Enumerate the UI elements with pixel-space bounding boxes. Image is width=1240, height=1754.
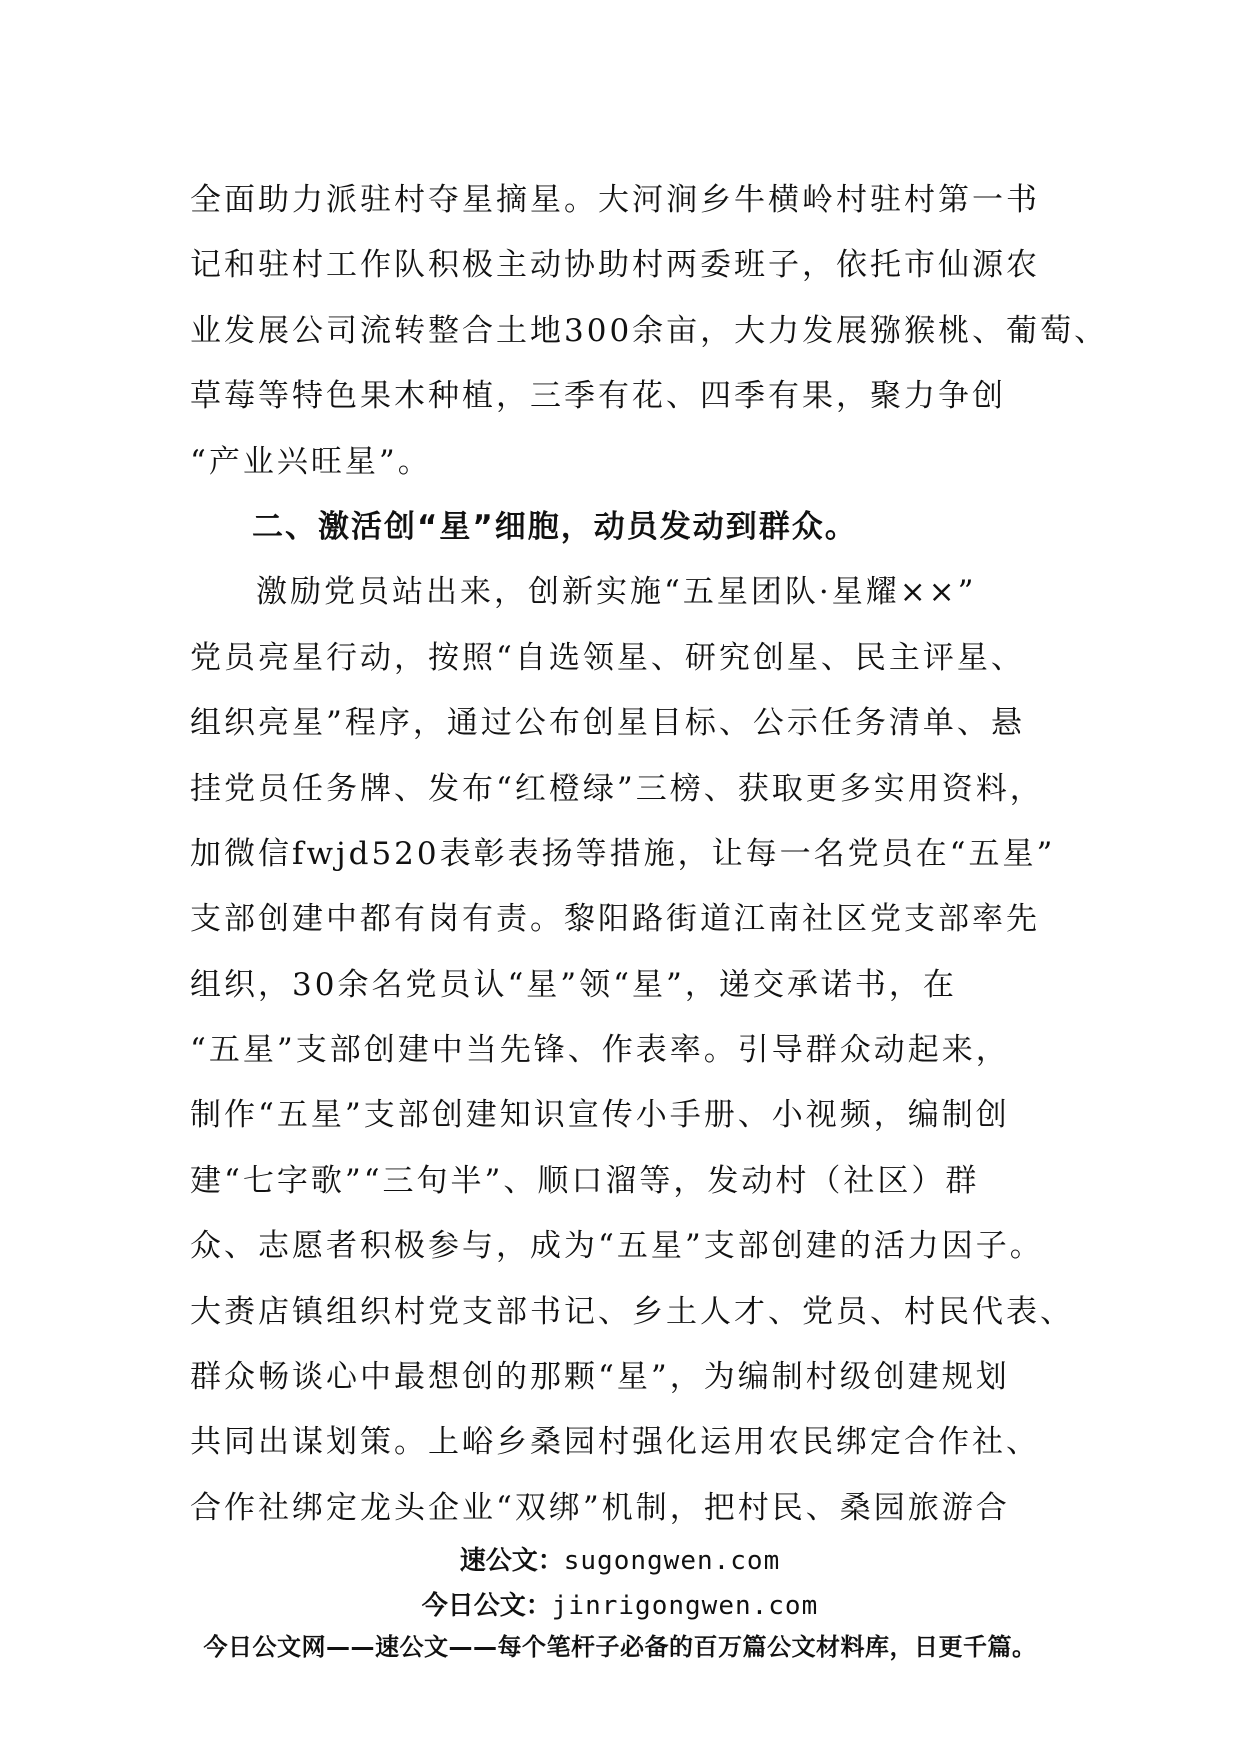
text-line: 组织，30余名党员认“星”领“星”，递交承诺书，在 xyxy=(190,966,957,1003)
text-line: 共同出谋划策。上峪乡桑园村强化运用农民绑定合作社、 xyxy=(190,1424,1040,1461)
text-line: 群众畅谈心中最想创的那颗“星”，为编制村级创建规划 xyxy=(190,1359,1010,1396)
text-line: 加微信fwjd520表彰表扬等措施，让每一名党员在“五星” xyxy=(190,835,1056,872)
text-line: “产业兴旺星”。 xyxy=(190,443,432,480)
text-line: 挂党员任务牌、发布“红橙绿”三榜、获取更多实用资料， xyxy=(190,770,1044,807)
text-line: 支部创建中都有岗有责。黎阳路街道江南社区党支部率先 xyxy=(190,901,1040,938)
text-line: 组织亮星”程序，通过公布创星目标、公示任务清单、悬 xyxy=(190,705,1025,742)
text-line: 制作“五星”支部创建知识宣传小手册、小视频，编制创 xyxy=(190,1097,1010,1134)
footer-tagline: 今日公文网——速公文——每个笔杆子必备的百万篇公文材料库，日更千篇。 xyxy=(203,1633,1037,1661)
section-heading: 二、激活创“星”细胞，动员发动到群众。 xyxy=(252,508,858,545)
footer-line-1 xyxy=(0,1540,1240,1577)
text-line: 建“七字歌”“三句半”、顺口溜等，发动村（社区）群 xyxy=(190,1162,980,1199)
footer-label: 今日公文： xyxy=(421,1591,552,1621)
text-line: “五星”支部创建中当先锋、作表率。引导群众动起来， xyxy=(190,1032,1010,1069)
text-line: 众、志愿者积极参与，成为“五星”支部创建的活力因子。 xyxy=(190,1228,1044,1265)
text-line: 大赉店镇组织村党支部书记、乡土人才、党员、村民代表、 xyxy=(190,1293,1074,1330)
footer-link-jinrigongwen[interactable]: jinrigongwen.com xyxy=(551,1591,819,1621)
footer-line-2 xyxy=(0,1585,1240,1622)
footer-label: 速公文： xyxy=(459,1546,564,1576)
text-line: 草莓等特色果木种植，三季有花、四季有果，聚力争创 xyxy=(190,378,1006,415)
footer-link-sugongwen[interactable]: sugongwen.com xyxy=(563,1546,781,1576)
text-line: 记和驻村工作队积极主动协助村两委班子，依托市仙源农 xyxy=(190,247,1040,284)
document-body xyxy=(190,168,1109,1541)
text-line: 业发展公司流转整合土地300余亩，大力发展猕猴桃、葡萄、 xyxy=(190,312,1109,349)
text-line: 激励党员站出来，创新实施“五星团队·星耀××” xyxy=(256,574,977,611)
text-line: 党员亮星行动，按照“自选领星、研究创星、民主评星、 xyxy=(190,639,1025,676)
text-line: 全面助力派驻村夺星摘星。大河涧乡牛横岭村驻村第一书 xyxy=(190,182,1040,218)
text-line: 合作社绑定龙头企业“双绑”机制，把村民、桑园旅游合 xyxy=(190,1489,1010,1526)
